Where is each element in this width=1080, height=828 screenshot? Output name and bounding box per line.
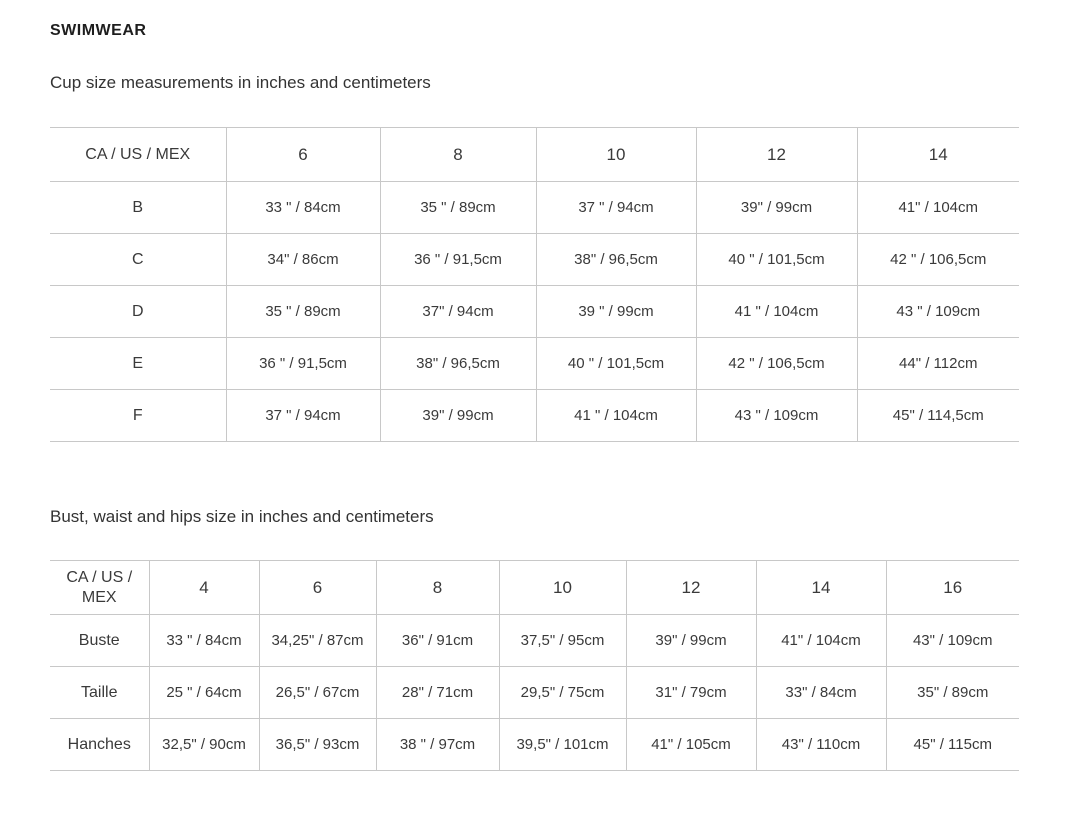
header-cell: 14 bbox=[857, 128, 1019, 182]
header-cell: CA / US / MEX bbox=[50, 128, 226, 182]
table-cell: 39,5" / 101cm bbox=[499, 719, 626, 771]
bust-waist-hips-table bbox=[50, 560, 1019, 771]
table-row bbox=[50, 390, 1019, 442]
table-cell: 33 " / 84cm bbox=[149, 615, 259, 667]
header-cell: 12 bbox=[696, 128, 857, 182]
table-cell: 37 " / 94cm bbox=[536, 182, 696, 234]
row-label: B bbox=[50, 182, 226, 234]
table-cell: 35" / 89cm bbox=[886, 667, 1019, 719]
table-header-row bbox=[50, 128, 1019, 182]
table-cell: 35 " / 89cm bbox=[226, 286, 380, 338]
table-cell: 39" / 99cm bbox=[380, 390, 536, 442]
table-cell: 45" / 114,5cm bbox=[857, 390, 1019, 442]
table-cell: 39" / 99cm bbox=[696, 182, 857, 234]
header-cell: 4 bbox=[149, 561, 259, 615]
table-cell: 45" / 115cm bbox=[886, 719, 1019, 771]
table-cell: 28" / 71cm bbox=[376, 667, 499, 719]
table-cell: 36 " / 91,5cm bbox=[226, 338, 380, 390]
table-cell: 35 " / 89cm bbox=[380, 182, 536, 234]
table-cell: 37,5" / 95cm bbox=[499, 615, 626, 667]
table-cell: 43" / 110cm bbox=[756, 719, 886, 771]
cup-table-caption: Cup size measurements in inches and centimeters bbox=[50, 73, 431, 92]
row-label: C bbox=[50, 234, 226, 286]
header-cell: 8 bbox=[380, 128, 536, 182]
table-cell: 41" / 104cm bbox=[756, 615, 886, 667]
table-header-row bbox=[50, 561, 1019, 615]
row-label: Taille bbox=[50, 667, 149, 719]
table-cell: 40 " / 101,5cm bbox=[696, 234, 857, 286]
header-cell: CA / US / MEX bbox=[50, 561, 149, 615]
cup-size-table bbox=[50, 127, 1019, 442]
table-cell: 31" / 79cm bbox=[626, 667, 756, 719]
table-cell: 36" / 91cm bbox=[376, 615, 499, 667]
row-label: E bbox=[50, 338, 226, 390]
table-cell: 44" / 112cm bbox=[857, 338, 1019, 390]
table-cell: 40 " / 101,5cm bbox=[536, 338, 696, 390]
table-cell: 34" / 86cm bbox=[226, 234, 380, 286]
table-cell: 32,5" / 90cm bbox=[149, 719, 259, 771]
header-cell: 16 bbox=[886, 561, 1019, 615]
table-row bbox=[50, 338, 1019, 390]
table-cell: 38 " / 97cm bbox=[376, 719, 499, 771]
table-cell: 26,5" / 67cm bbox=[259, 667, 376, 719]
table-cell: 41 " / 104cm bbox=[696, 286, 857, 338]
page-title: SWIMWEAR bbox=[50, 22, 147, 39]
header-cell: 6 bbox=[259, 561, 376, 615]
header-cell: 14 bbox=[756, 561, 886, 615]
table-row bbox=[50, 286, 1019, 338]
row-label: Buste bbox=[50, 615, 149, 667]
table-row bbox=[50, 615, 1019, 667]
table-cell: 41 " / 104cm bbox=[536, 390, 696, 442]
row-label: Hanches bbox=[50, 719, 149, 771]
table-row bbox=[50, 667, 1019, 719]
table-cell: 43 " / 109cm bbox=[857, 286, 1019, 338]
table-cell: 29,5" / 75cm bbox=[499, 667, 626, 719]
table-cell: 41" / 105cm bbox=[626, 719, 756, 771]
table-row bbox=[50, 234, 1019, 286]
table-cell: 25 " / 64cm bbox=[149, 667, 259, 719]
table-cell: 36,5" / 93cm bbox=[259, 719, 376, 771]
table-cell: 34,25" / 87cm bbox=[259, 615, 376, 667]
table-cell: 42 " / 106,5cm bbox=[857, 234, 1019, 286]
header-cell: 8 bbox=[376, 561, 499, 615]
table-cell: 42 " / 106,5cm bbox=[696, 338, 857, 390]
table-cell: 33" / 84cm bbox=[756, 667, 886, 719]
table-cell: 39 " / 99cm bbox=[536, 286, 696, 338]
header-cell: 12 bbox=[626, 561, 756, 615]
table-cell: 41" / 104cm bbox=[857, 182, 1019, 234]
table-cell: 37" / 94cm bbox=[380, 286, 536, 338]
bust-table-caption: Bust, waist and hips size in inches and centimeters bbox=[50, 507, 434, 526]
row-label: F bbox=[50, 390, 226, 442]
table-cell: 36 " / 91,5cm bbox=[380, 234, 536, 286]
table-row bbox=[50, 719, 1019, 771]
table-cell: 33 " / 84cm bbox=[226, 182, 380, 234]
table-cell: 38" / 96,5cm bbox=[536, 234, 696, 286]
table-row bbox=[50, 182, 1019, 234]
header-cell: 10 bbox=[536, 128, 696, 182]
header-cell: 6 bbox=[226, 128, 380, 182]
table-cell: 43 " / 109cm bbox=[696, 390, 857, 442]
table-cell: 39" / 99cm bbox=[626, 615, 756, 667]
table-cell: 37 " / 94cm bbox=[226, 390, 380, 442]
header-cell: 10 bbox=[499, 561, 626, 615]
table-cell: 43" / 109cm bbox=[886, 615, 1019, 667]
row-label: D bbox=[50, 286, 226, 338]
table-cell: 38" / 96,5cm bbox=[380, 338, 536, 390]
